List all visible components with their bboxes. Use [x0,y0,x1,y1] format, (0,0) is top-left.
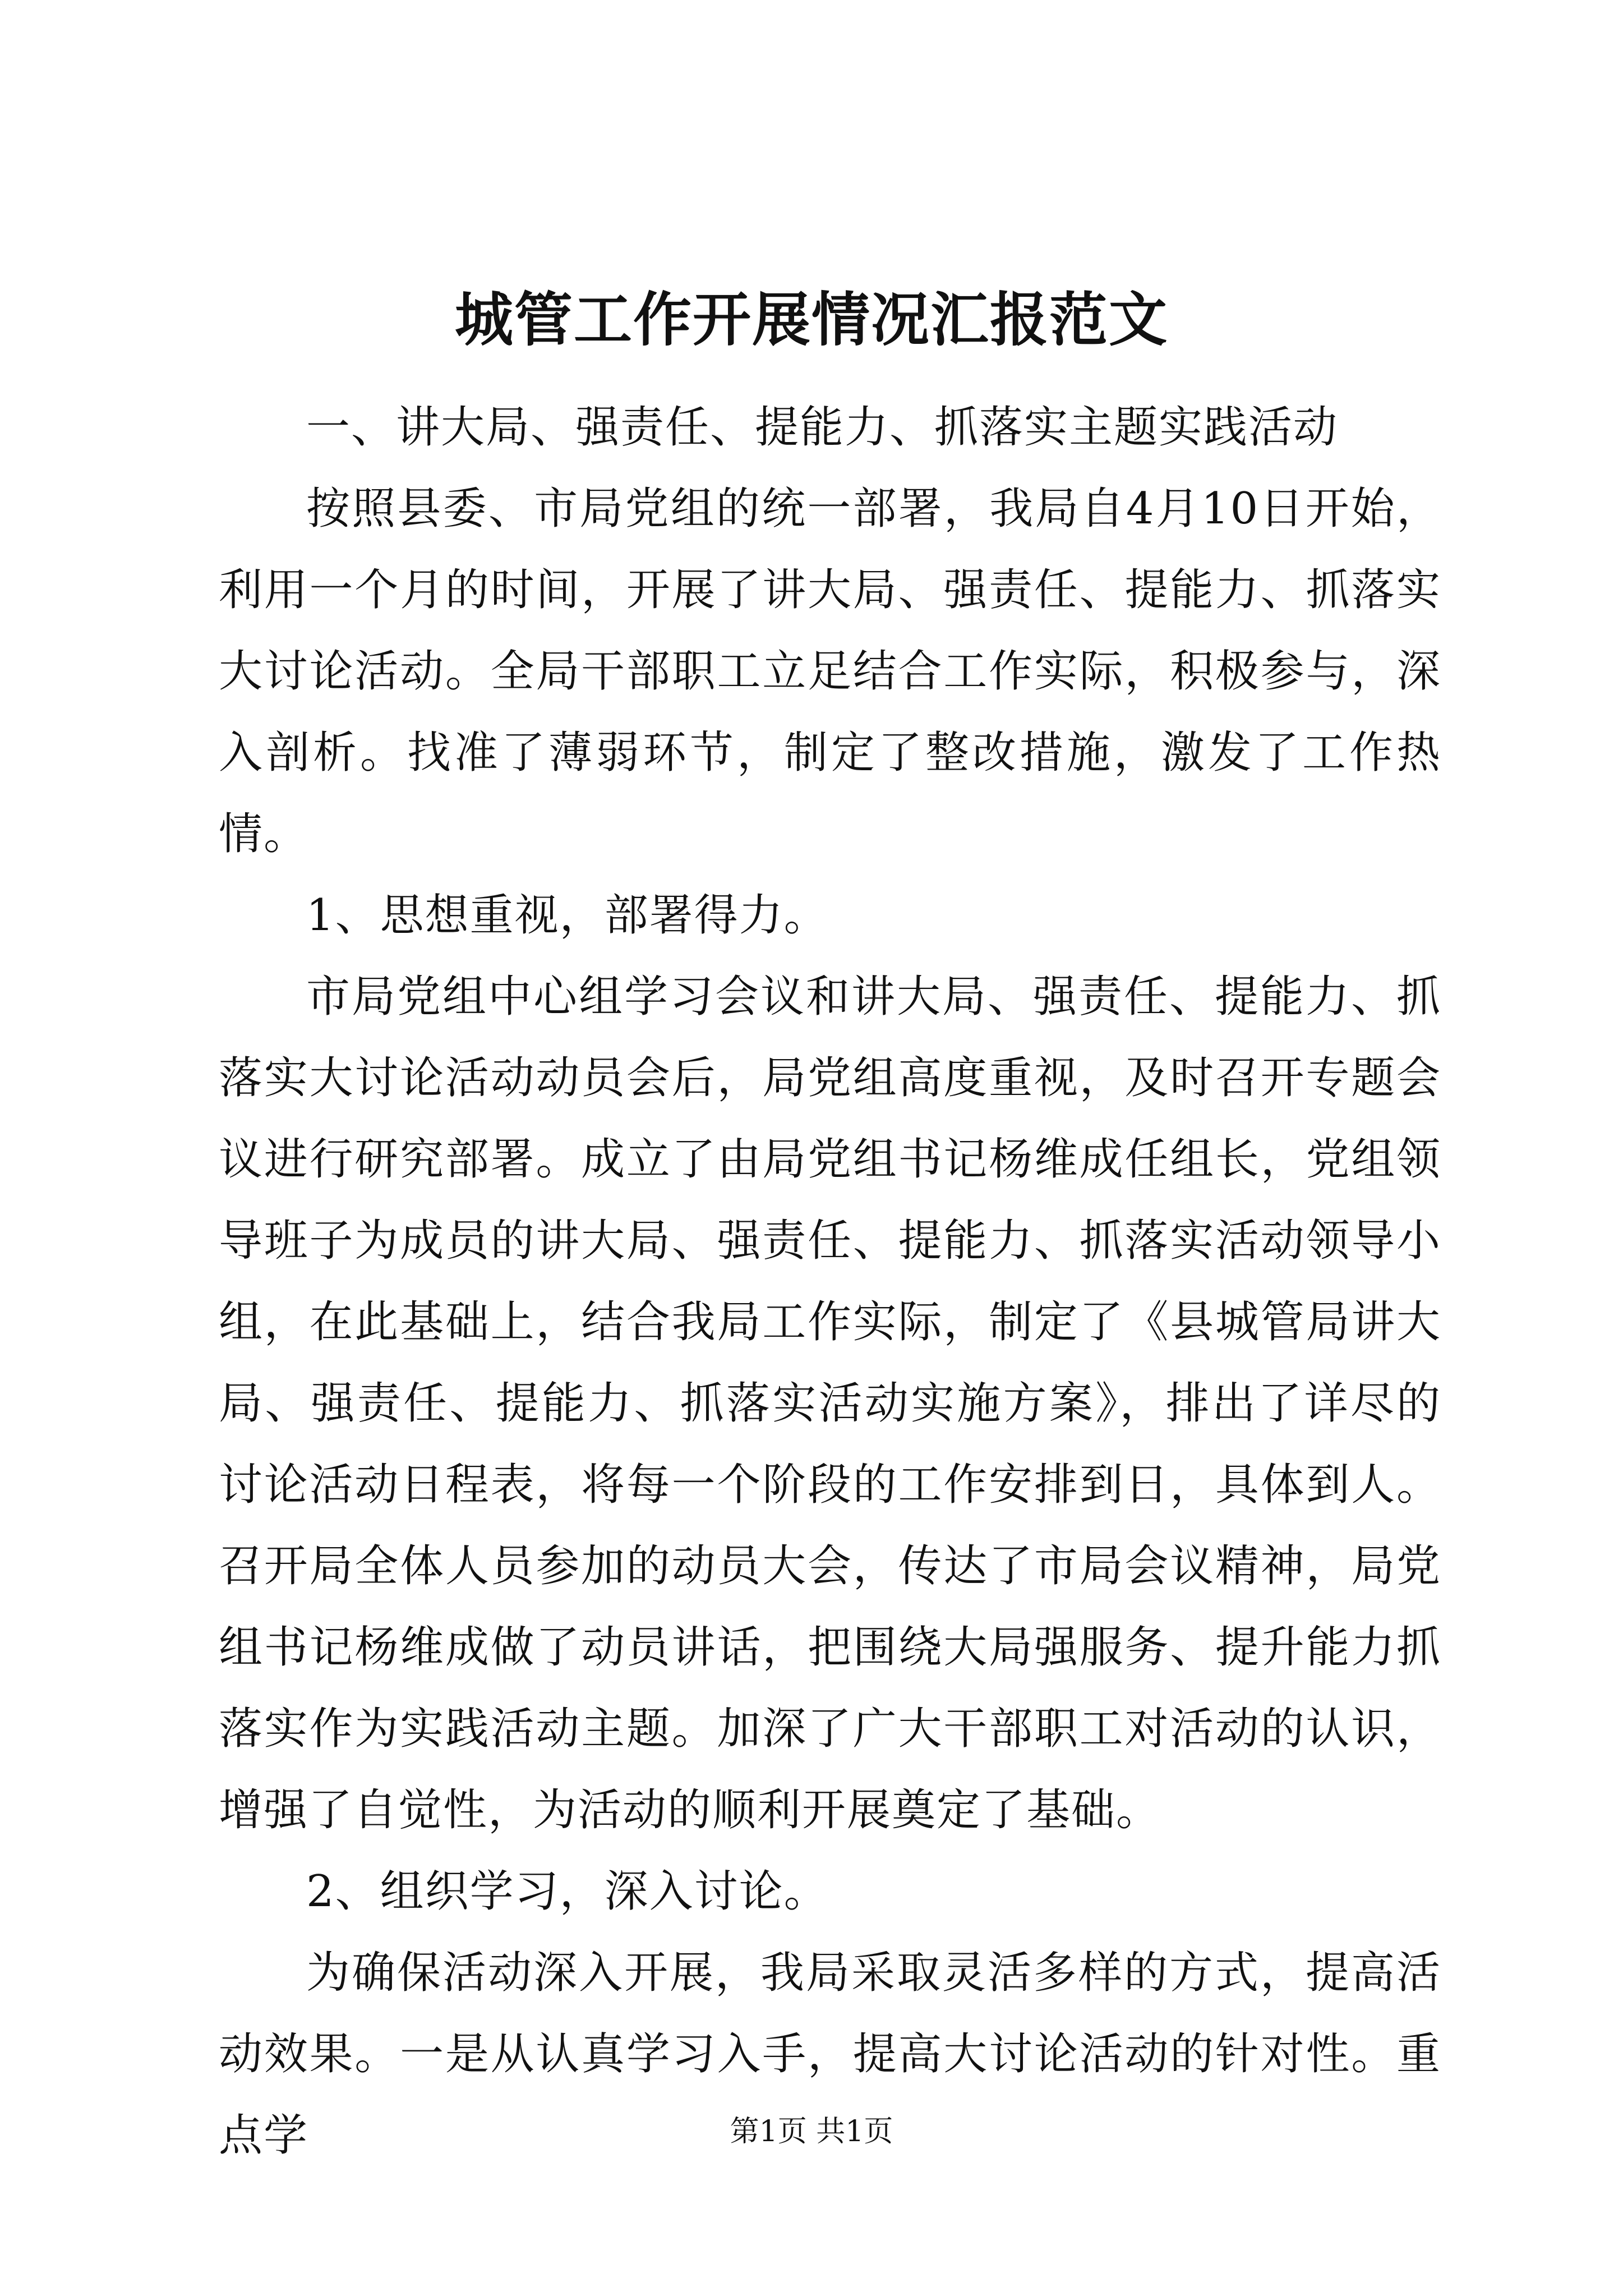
section-heading: 一、讲大局、强责任、提能力、抓落实主题实践活动 [306,402,1339,453]
body-paragraph: 市局党组中心组学习会议和讲大局、强责任、提能力、抓落实大讨论活动动员会后，局党组高度重视，及时召开专题会议进行研究部署。成立了由局党组书记杨维成任组长，党组领导班子为成员的讲大局、强责任、提能力、抓落实活动领导小组，在此基础上，结合我局工作实际，制定了《县城管局讲大局、强责任、提能力、抓落实活动实施方案》，排出了详尽的讨论活动日程表，将每一个阶段的工作安排到日，具体到人。召开局全体人员参加的动员大会，传达了市局会议精神，局党组书记杨维成做了动员讲话，把围绕大局强服务、提升能力抓落实作为实践活动主题。加深了广大干部职工对活动的认识，增强了自觉性，为活动的顺利开展奠定了基础。 [219,972,1441,1835]
body-paragraph: 为确保活动深入开展，我局采取灵活多样的方式，提高活动效果。一是从认真学习入手，提高大讨论活动的针对性。重点学 [219,1948,1441,2161]
body-paragraph: 按照县委、市局党组的统一部署，我局自4月10日开始，利用一个月的时间，开展了讲大局、强责任、提能力、抓落实大讨论活动。全局干部职工立足结合工作实际，积极参与，深入剖析。找准了薄弱环节，制定了整改措施，激发了工作热情。 [219,484,1441,859]
page-footer: 第1页 共1页 [730,2115,893,2148]
subsection-heading: 1、思想重视，部署得力。 [306,890,829,941]
document-body [219,387,1441,2177]
subsection-heading: 2、组织学习，深入讨论。 [306,1866,829,1917]
document-title: 城管工作开展情况汇报范文 [454,285,1168,354]
